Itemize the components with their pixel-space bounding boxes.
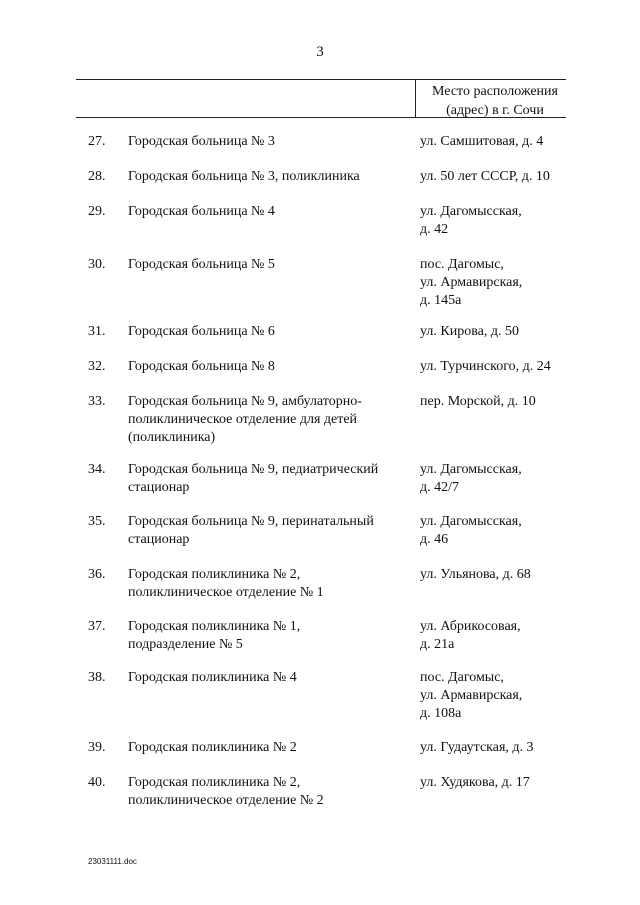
address-line: ул. Самшитовая, д. 4 — [420, 134, 544, 149]
facility-name-line: Городская поликлиника № 1, — [128, 619, 301, 634]
facility-name-line: стационар — [128, 532, 190, 547]
row-number: 40. — [88, 775, 106, 790]
facility-address — [420, 566, 580, 584]
facility-address — [420, 461, 580, 497]
address-column-header — [420, 82, 570, 120]
row-number: 34. — [88, 462, 106, 477]
address-line: ул. Гудаутская, д. 3 — [420, 740, 534, 755]
facility-name-line: Городская больница № 9, педиатрический — [128, 462, 379, 477]
address-line: пос. Дагомыс, — [420, 670, 504, 685]
facility-address — [420, 203, 580, 239]
row-number: 29. — [88, 204, 106, 219]
address-line: ул. Армавирская, — [420, 688, 523, 703]
page-number: 3 — [316, 44, 324, 60]
facility-address — [420, 168, 580, 186]
row-number: 27. — [88, 134, 106, 149]
facility-name-line: Городская поликлиника № 2, — [128, 775, 301, 790]
file-name-footer: 23031111.doc — [88, 857, 137, 866]
address-line: ул. Кирова, д. 50 — [420, 324, 519, 339]
facility-name — [128, 168, 403, 186]
header-line-2: (адрес) в г. Сочи — [446, 103, 544, 118]
facility-address — [420, 393, 580, 411]
facility-name — [128, 513, 403, 549]
facility-name-line: Городская больница № 3, поликлиника — [128, 169, 360, 184]
row-number: 32. — [88, 359, 106, 374]
facility-name — [128, 393, 403, 447]
facility-name — [128, 323, 403, 341]
facility-name-line: Городская больница № 8 — [128, 359, 275, 374]
header-line-1: Место расположения — [432, 84, 558, 99]
facility-address — [420, 739, 580, 757]
facility-address — [420, 133, 580, 151]
address-line: пер. Морской, д. 10 — [420, 394, 536, 409]
facility-name — [128, 566, 403, 602]
facility-name-line: подразделение № 5 — [128, 637, 243, 652]
address-line: д. 46 — [420, 532, 449, 547]
facility-name-line: Городская больница № 6 — [128, 324, 275, 339]
facility-name — [128, 358, 403, 376]
facility-name-line: Городская больница № 9, перинатальный — [128, 514, 374, 529]
facility-name-line: Городская поликлиника № 2, — [128, 567, 301, 582]
row-number: 28. — [88, 169, 106, 184]
facility-name-line: поликлиническое отделение № 2 — [128, 793, 324, 808]
facility-name — [128, 203, 403, 221]
facility-address — [420, 513, 580, 549]
facility-name-line: Городская больница № 9, амбулаторно- — [128, 394, 362, 409]
address-line: д. 21а — [420, 637, 455, 652]
address-line: ул. Дагомысская, — [420, 514, 522, 529]
row-number: 38. — [88, 670, 106, 685]
address-line: д. 42/7 — [420, 480, 460, 495]
facility-address — [420, 256, 580, 310]
facility-address — [420, 774, 580, 792]
row-number: 30. — [88, 257, 106, 272]
facility-name-line: Городская больница № 5 — [128, 257, 275, 272]
address-line: ул. Армавирская, — [420, 275, 523, 290]
address-line: пос. Дагомыс, — [420, 257, 504, 272]
address-line: ул. Дагомысская, — [420, 204, 522, 219]
facility-address — [420, 669, 580, 723]
facility-name-line: (поликлиника) — [128, 430, 216, 445]
column-divider — [415, 79, 416, 117]
facility-name — [128, 739, 403, 757]
row-number: 31. — [88, 324, 106, 339]
row-number: 39. — [88, 740, 106, 755]
facility-name — [128, 133, 403, 151]
facility-name-line: поликлиническое отделение для детей — [128, 412, 358, 427]
address-line: ул. Турчинского, д. 24 — [420, 359, 551, 374]
facility-address — [420, 323, 580, 341]
address-line: ул. 50 лет СССР, д. 10 — [420, 169, 550, 184]
address-line: д. 42 — [420, 222, 449, 237]
facility-name-line: Городская больница № 3 — [128, 134, 275, 149]
facility-name-line: Городская поликлиника № 4 — [128, 670, 297, 685]
facility-name-line: поликлиническое отделение № 1 — [128, 585, 324, 600]
address-line: д. 145а — [420, 293, 462, 308]
row-number: 37. — [88, 619, 106, 634]
facility-name — [128, 774, 403, 810]
table-top-border — [76, 79, 566, 80]
address-line: д. 108а — [420, 706, 462, 721]
address-line: ул. Ульянова, д. 68 — [420, 567, 531, 582]
facility-name — [128, 669, 403, 687]
address-line: ул. Худякова, д. 17 — [420, 775, 530, 790]
facility-address — [420, 358, 580, 376]
facility-address — [420, 618, 580, 654]
row-number: 36. — [88, 567, 106, 582]
row-number: 33. — [88, 394, 106, 409]
facility-name-line: Городская больница № 4 — [128, 204, 275, 219]
facility-name — [128, 256, 403, 274]
address-line: ул. Дагомысская, — [420, 462, 522, 477]
row-number: 35. — [88, 514, 106, 529]
facility-name-line: стационар — [128, 480, 190, 495]
facility-name-line: Городская поликлиника № 2 — [128, 740, 297, 755]
facility-name — [128, 618, 403, 654]
address-line: ул. Абрикосовая, — [420, 619, 521, 634]
facility-name — [128, 461, 403, 497]
